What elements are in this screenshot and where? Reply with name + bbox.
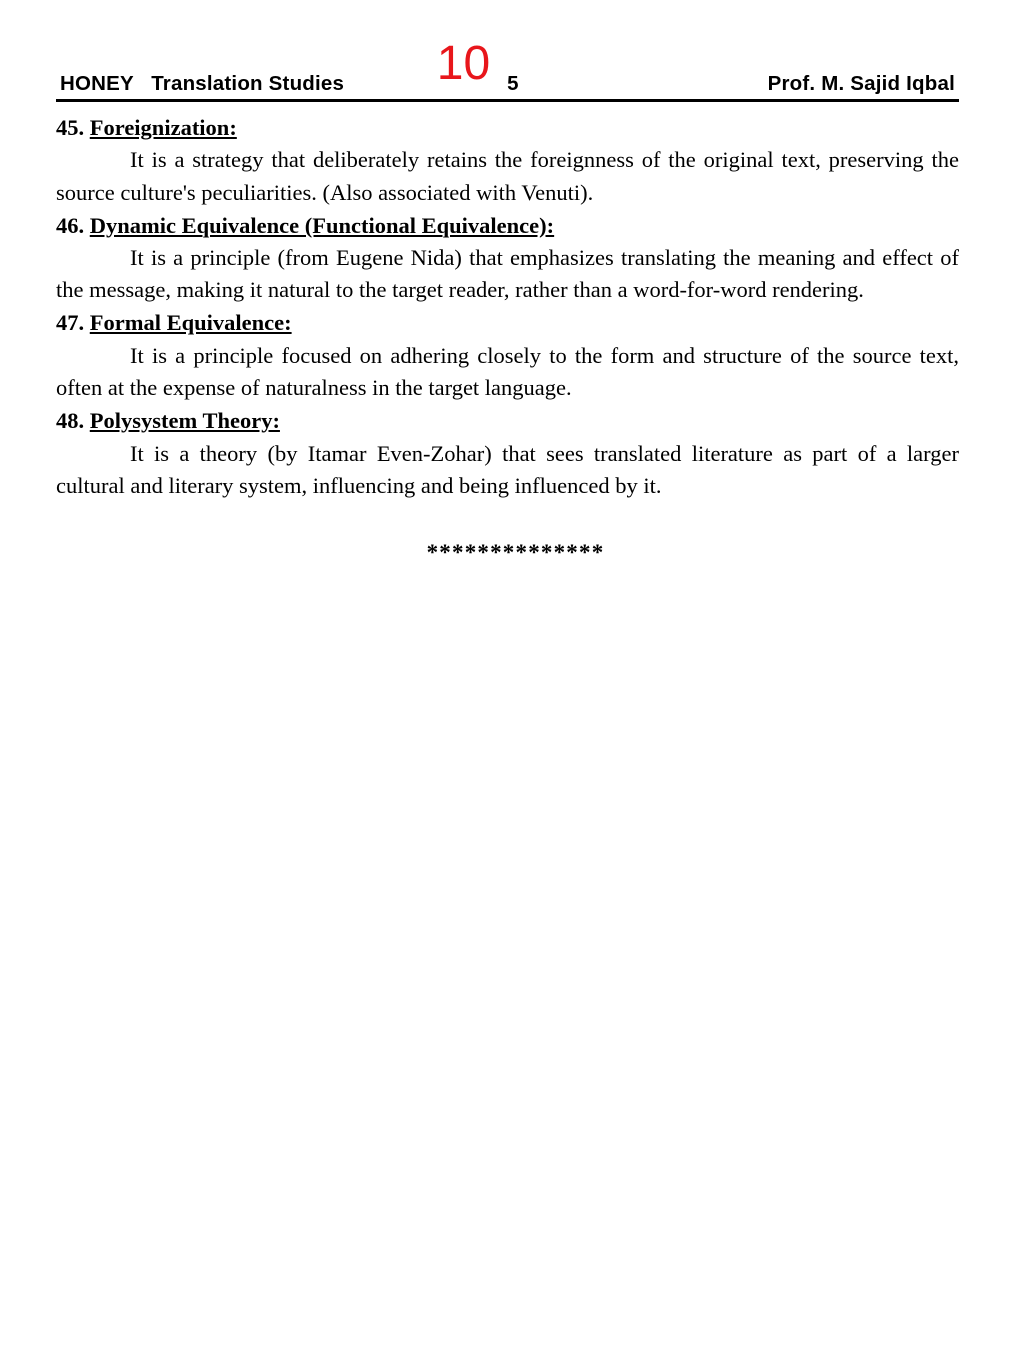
entry-definition: It is a principle (from Eugene Nida) that emphasizes translating the meaning and effect of the message, making it natural to the target reader, rather than a word-for-word rendering. bbox=[56, 245, 959, 303]
page-header bbox=[56, 30, 959, 102]
entry-definition: It is a strategy that deliberately retains the foreignness of the original text, preserving the source culture's peculiarities. (Also associated with Venuti). bbox=[56, 147, 959, 205]
entry-number: 47. bbox=[56, 310, 85, 336]
entry-heading bbox=[56, 405, 959, 437]
entry-term: Dynamic Equivalence (Functional Equivalence): bbox=[89, 212, 555, 238]
glossary-entry bbox=[56, 405, 959, 502]
header-title-left: HONEY Translation Studies bbox=[60, 72, 345, 95]
entry-number: 48. bbox=[56, 408, 85, 434]
header-divider bbox=[56, 99, 959, 102]
entry-number: 46. bbox=[56, 212, 85, 238]
header-author: Prof. M. Sajid Iqbal bbox=[767, 72, 955, 95]
entry-heading bbox=[56, 112, 959, 144]
entry-term: Formal Equivalence: bbox=[89, 310, 292, 336]
entry-definition: It is a principle focused on adhering closely to the form and structure of the source text, often at the expense of naturalness in the target language. bbox=[56, 342, 959, 401]
page-number: 10 bbox=[436, 37, 491, 90]
entry-term: Polysystem Theory: bbox=[89, 408, 280, 434]
entry-heading bbox=[56, 307, 959, 339]
section-end-separator: ************** bbox=[426, 539, 605, 565]
entry-heading bbox=[56, 210, 959, 242]
glossary-entry bbox=[56, 112, 959, 209]
header-row bbox=[56, 72, 959, 98]
header-chapter-number: 5 bbox=[507, 72, 519, 95]
glossary-entry bbox=[56, 210, 959, 307]
entry-number: 45. bbox=[56, 115, 85, 140]
glossary-entry bbox=[56, 307, 959, 404]
page-content bbox=[56, 102, 959, 569]
entry-term: Foreignization: bbox=[89, 115, 237, 140]
entry-definition: It is a theory (by Itamar Even-Zohar) that sees translated literature as part of a larger cultural and literary system, influencing and being influenced by it. bbox=[56, 440, 959, 498]
